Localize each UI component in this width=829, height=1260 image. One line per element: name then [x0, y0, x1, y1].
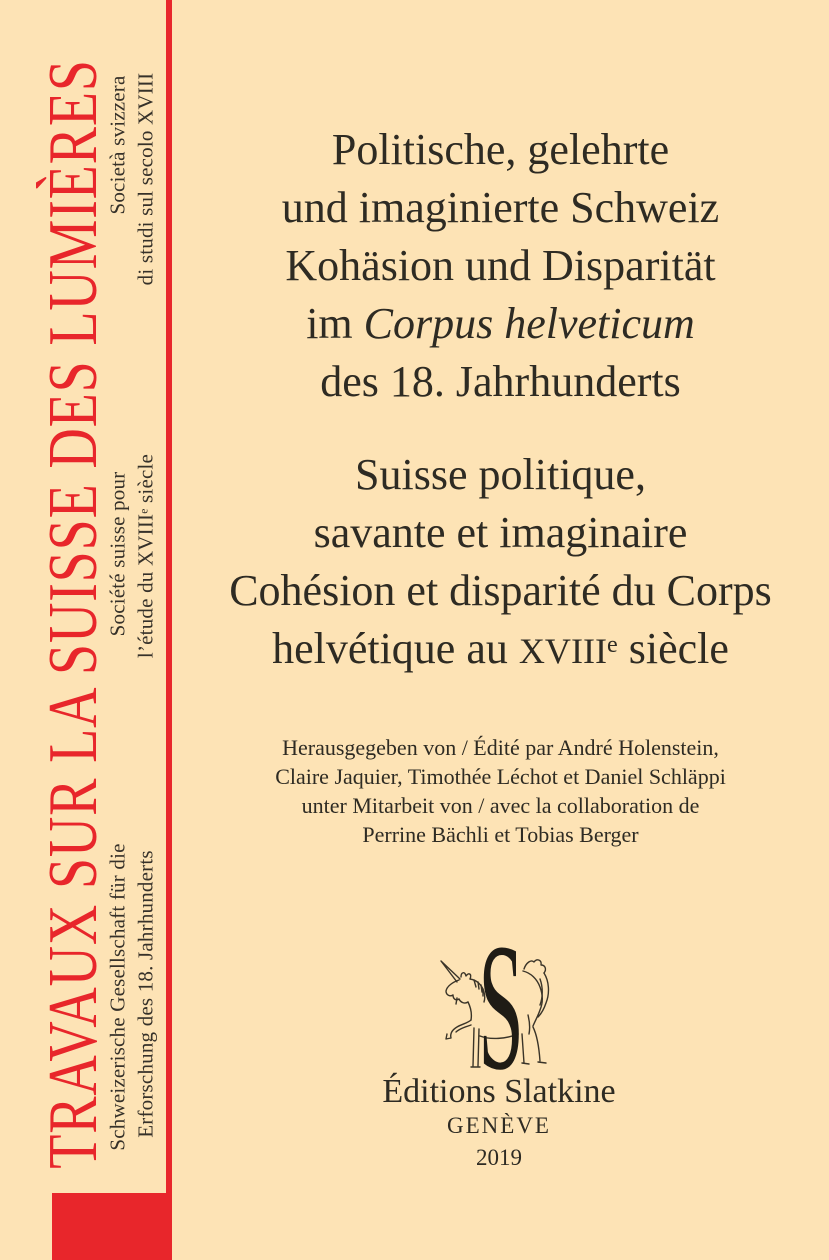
society-french-line2-superscript: e — [138, 508, 151, 514]
title-german-line4-latin-italic: Corpus helveticum — [363, 299, 695, 348]
title-french-line3: Cohésion et disparité du Corps — [229, 566, 772, 615]
society-german-line2: Erforschung des 18. Jahrhunderts — [133, 850, 158, 1138]
editors-line3: unter Mitarbeit von / avec la collaboration de — [301, 793, 700, 818]
society-french-line2-end: siècle — [133, 453, 158, 509]
title-german-line5: des 18. Jahrhunderts — [320, 357, 681, 406]
society-italian-line1: Società svizzera — [105, 75, 130, 215]
title-french-line4 — [172, 620, 829, 685]
title-german-line1: Politische, gelehrte — [331, 125, 670, 174]
editors-block — [172, 733, 829, 849]
society-french-line2 — [133, 453, 158, 659]
editors-line2: Claire Jaquier, Timothée Léchot et Daniel Schläppi — [275, 764, 726, 789]
title-german — [172, 121, 829, 411]
title-german-line4-pre: im — [306, 299, 364, 348]
society-italian-line2: di studi sul secolo XVIII — [133, 72, 158, 286]
society-german-line1: Schweizerische Gesellschaft für die — [105, 843, 130, 1151]
title-french-line4-pre: helvétique au — [272, 624, 519, 673]
title-french-line4-end: siècle — [617, 624, 729, 673]
society-french-line2-text: l’étude du XVIII — [133, 513, 158, 659]
slatkine-s-letterform: S — [478, 935, 524, 1085]
society-french-line1: Société suisse pour — [105, 471, 130, 637]
series-title-rotated: TRAVAUX SUR LA SUISSE DES LUMIÈRES — [35, 59, 112, 1169]
publisher-name: Éditions Slatkine — [382, 1073, 616, 1110]
title-french-line4-superscript: e — [607, 631, 618, 659]
publisher-city: GENÈVE — [447, 1113, 551, 1138]
slatkine-logo — [430, 935, 570, 1085]
title-french — [172, 446, 829, 685]
title-german-line2: und imaginierte Schweiz — [281, 183, 720, 232]
editors-line4: Perrine Bächli et Tobias Berger — [362, 822, 639, 847]
title-german-line4 — [172, 295, 829, 353]
title-german-line3: Kohäsion und Disparität — [285, 241, 716, 290]
title-french-line4-roman-numeral: XVIII — [518, 631, 608, 671]
red-corner-block — [52, 1193, 172, 1260]
title-french-line1: Suisse politique, — [355, 450, 646, 499]
title-french-line2: savante et imaginaire — [313, 508, 688, 557]
publication-year: 2019 — [476, 1145, 522, 1170]
editors-line1: Herausgegeben von / Édité par André Holenstein, — [282, 735, 719, 760]
